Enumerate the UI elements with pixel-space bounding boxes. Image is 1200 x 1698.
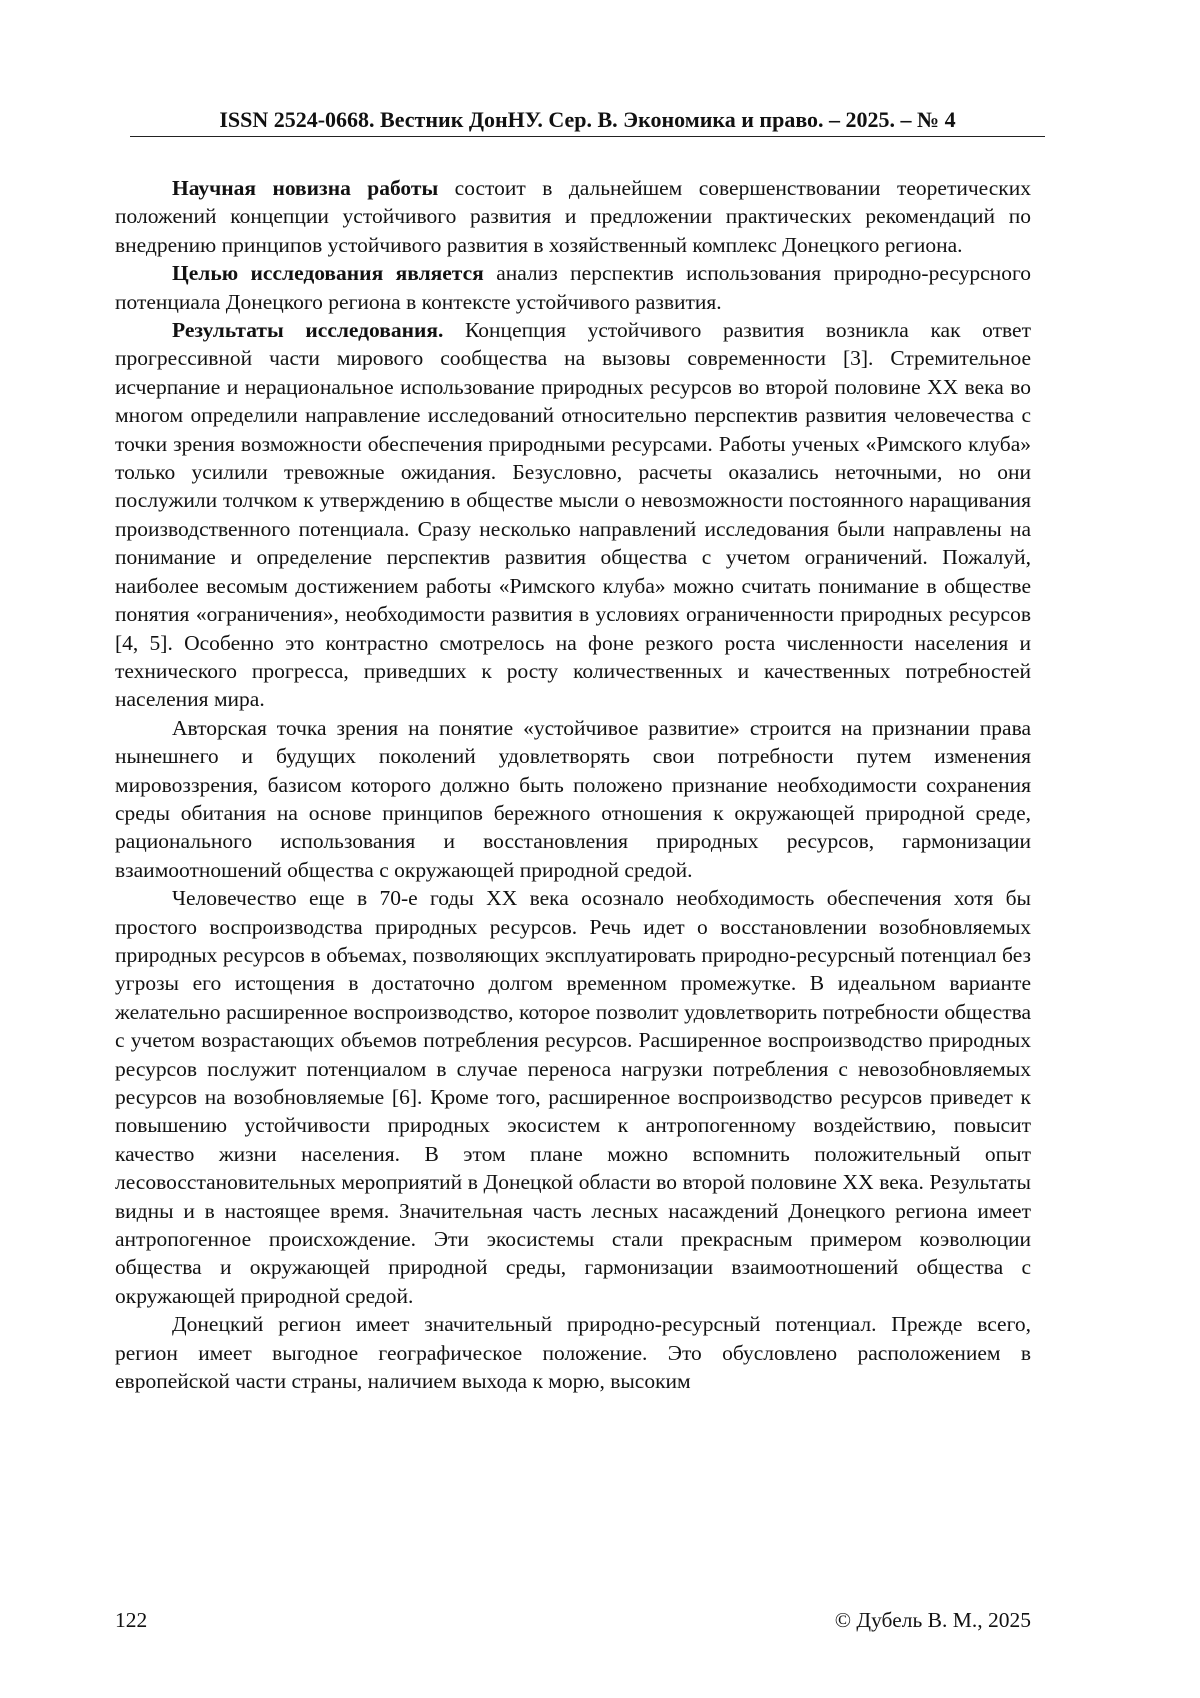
paragraph-lead: Целью исследования является xyxy=(172,261,484,286)
paragraph-text: Авторская точка зрения на понятие «устойчивое развитие» строится на признании права нынешнего и будущих поколений удовлетворять свои потребности путем изменения мировоззрения, базисом которого должно быть положено признание необходимости сохранения среды обитания на основе принципов бережного отношения к окружающей природной среде, рационального использования и восстановления природных ресурсов, гармонизации взаимоотношений общества с окружающей природной средой. xyxy=(115,715,1031,882)
journal-header: ISSN 2524-0668. Вестник ДонНУ. Сер. В. Экономика и право. – 2025. – № 4 xyxy=(219,107,956,132)
paragraph-text: состоит в дальнейшем совершенствовании теоретических положений концепции устойчивого развития и предложении практических рекомендаций по внедрению принципов устойчивого развития в хозяйственный комплекс Донецкого региона. xyxy=(115,176,1031,257)
paragraph-reproduction xyxy=(115,884,1031,1310)
article-body xyxy=(115,174,1031,1395)
paragraph-text: Человечество еще в 70-е годы ХХ века осознало необходимость обеспечения хотя бы простого воспроизводства природных ресурсов. Речь идет о восстановлении возобновляемых природных ресурсов в объемах, позволяющих эксплуатировать природно-ресурсный потенциал без угрозы его истощения в достаточно долгом временном промежутке. В идеальном варианте желательно расширенное воспроизводство, которое позволит удовлетворить потребности общества с учетом возрастающих объемов потребления ресурсов. Расширенное воспроизводство природных ресурсов послужит потенциалом в случае переноса нагрузки потребления с невозобновляемых ресурсов на возобновляемые [6]. Кроме того, расширенное воспроизводство ресурсов приведет к повышению устойчивости природных экосистем к антропогенному воздействию, повысит качество жизни населения. В этом плане можно вспомнить положительный опыт лесовосстановительных мероприятий в Донецкой области во второй половине ХХ века. Результаты видны и в настоящее время. Значительная часть лесных насаждений Донецкого региона имеет антропогенное происхождение. Эти экосистемы стали прекрасным примером коэволюции общества и окружающей природной среды, гармонизации взаимоотношений общества с окружающей природной средой. xyxy=(115,886,1031,1308)
paragraph-results xyxy=(115,316,1031,714)
paragraph-novelty xyxy=(115,174,1031,259)
paragraph-lead: Научная новизна работы xyxy=(172,176,439,200)
paragraph-lead: Результаты исследования. xyxy=(172,318,444,343)
paragraph-author-view xyxy=(115,714,1031,884)
paragraph-text: Концепция устойчивого развития возникла как ответ прогрессивной части мирового сообщества на вызовы современности [3]. Стремительное исчерпание и нерациональное использование природных ресурсов во второй половине ХХ века во многом определили направление исследований относительно перспектив развития человечества с точки зрения возможности обеспечения природными ресурсами. Работы ученых «Римского клуба» только усилили тревожные ожидания. Безусловно, расчеты оказались неточными, но они послужили толчком к утверждению в обществе мысли о невозможности постоянного наращивания производственного потенциала. Сразу несколько направлений исследования были направлены на понимание и определение перспектив развития общества с учетом ограничений. Пожалуй, наиболее весомым достижением работы «Римского клуба» можно считать понимание в обществе понятия «ограничения», необходимости развития в условиях ограниченности природных ресурсов [4, 5]. Особенно это контрастно смотрелось на фоне резкого роста численности населения и технического прогресса, приведших к росту количественных и качественных потребностей населения мира. xyxy=(115,318,1031,712)
paragraph-text: Донецкий регион имеет значительный природно-ресурсный потенциал. Прежде всего, регион имеет выгодное географическое положение. Это обусловлено расположением в европейской части страны, наличием выхода к морю, высоким xyxy=(115,1312,1031,1394)
page-number: 122 xyxy=(115,1608,148,1632)
paragraph-donetsk-region xyxy=(115,1310,1031,1395)
header-rule xyxy=(130,136,1045,137)
paragraph-goal xyxy=(115,259,1031,316)
paragraph-text: анализ перспектив использования природно-ресурсного потенциала Донецкого региона в контексте устойчивого развития. xyxy=(115,261,1031,314)
copyright-notice: © Дубель В. М., 2025 xyxy=(834,1608,1031,1632)
